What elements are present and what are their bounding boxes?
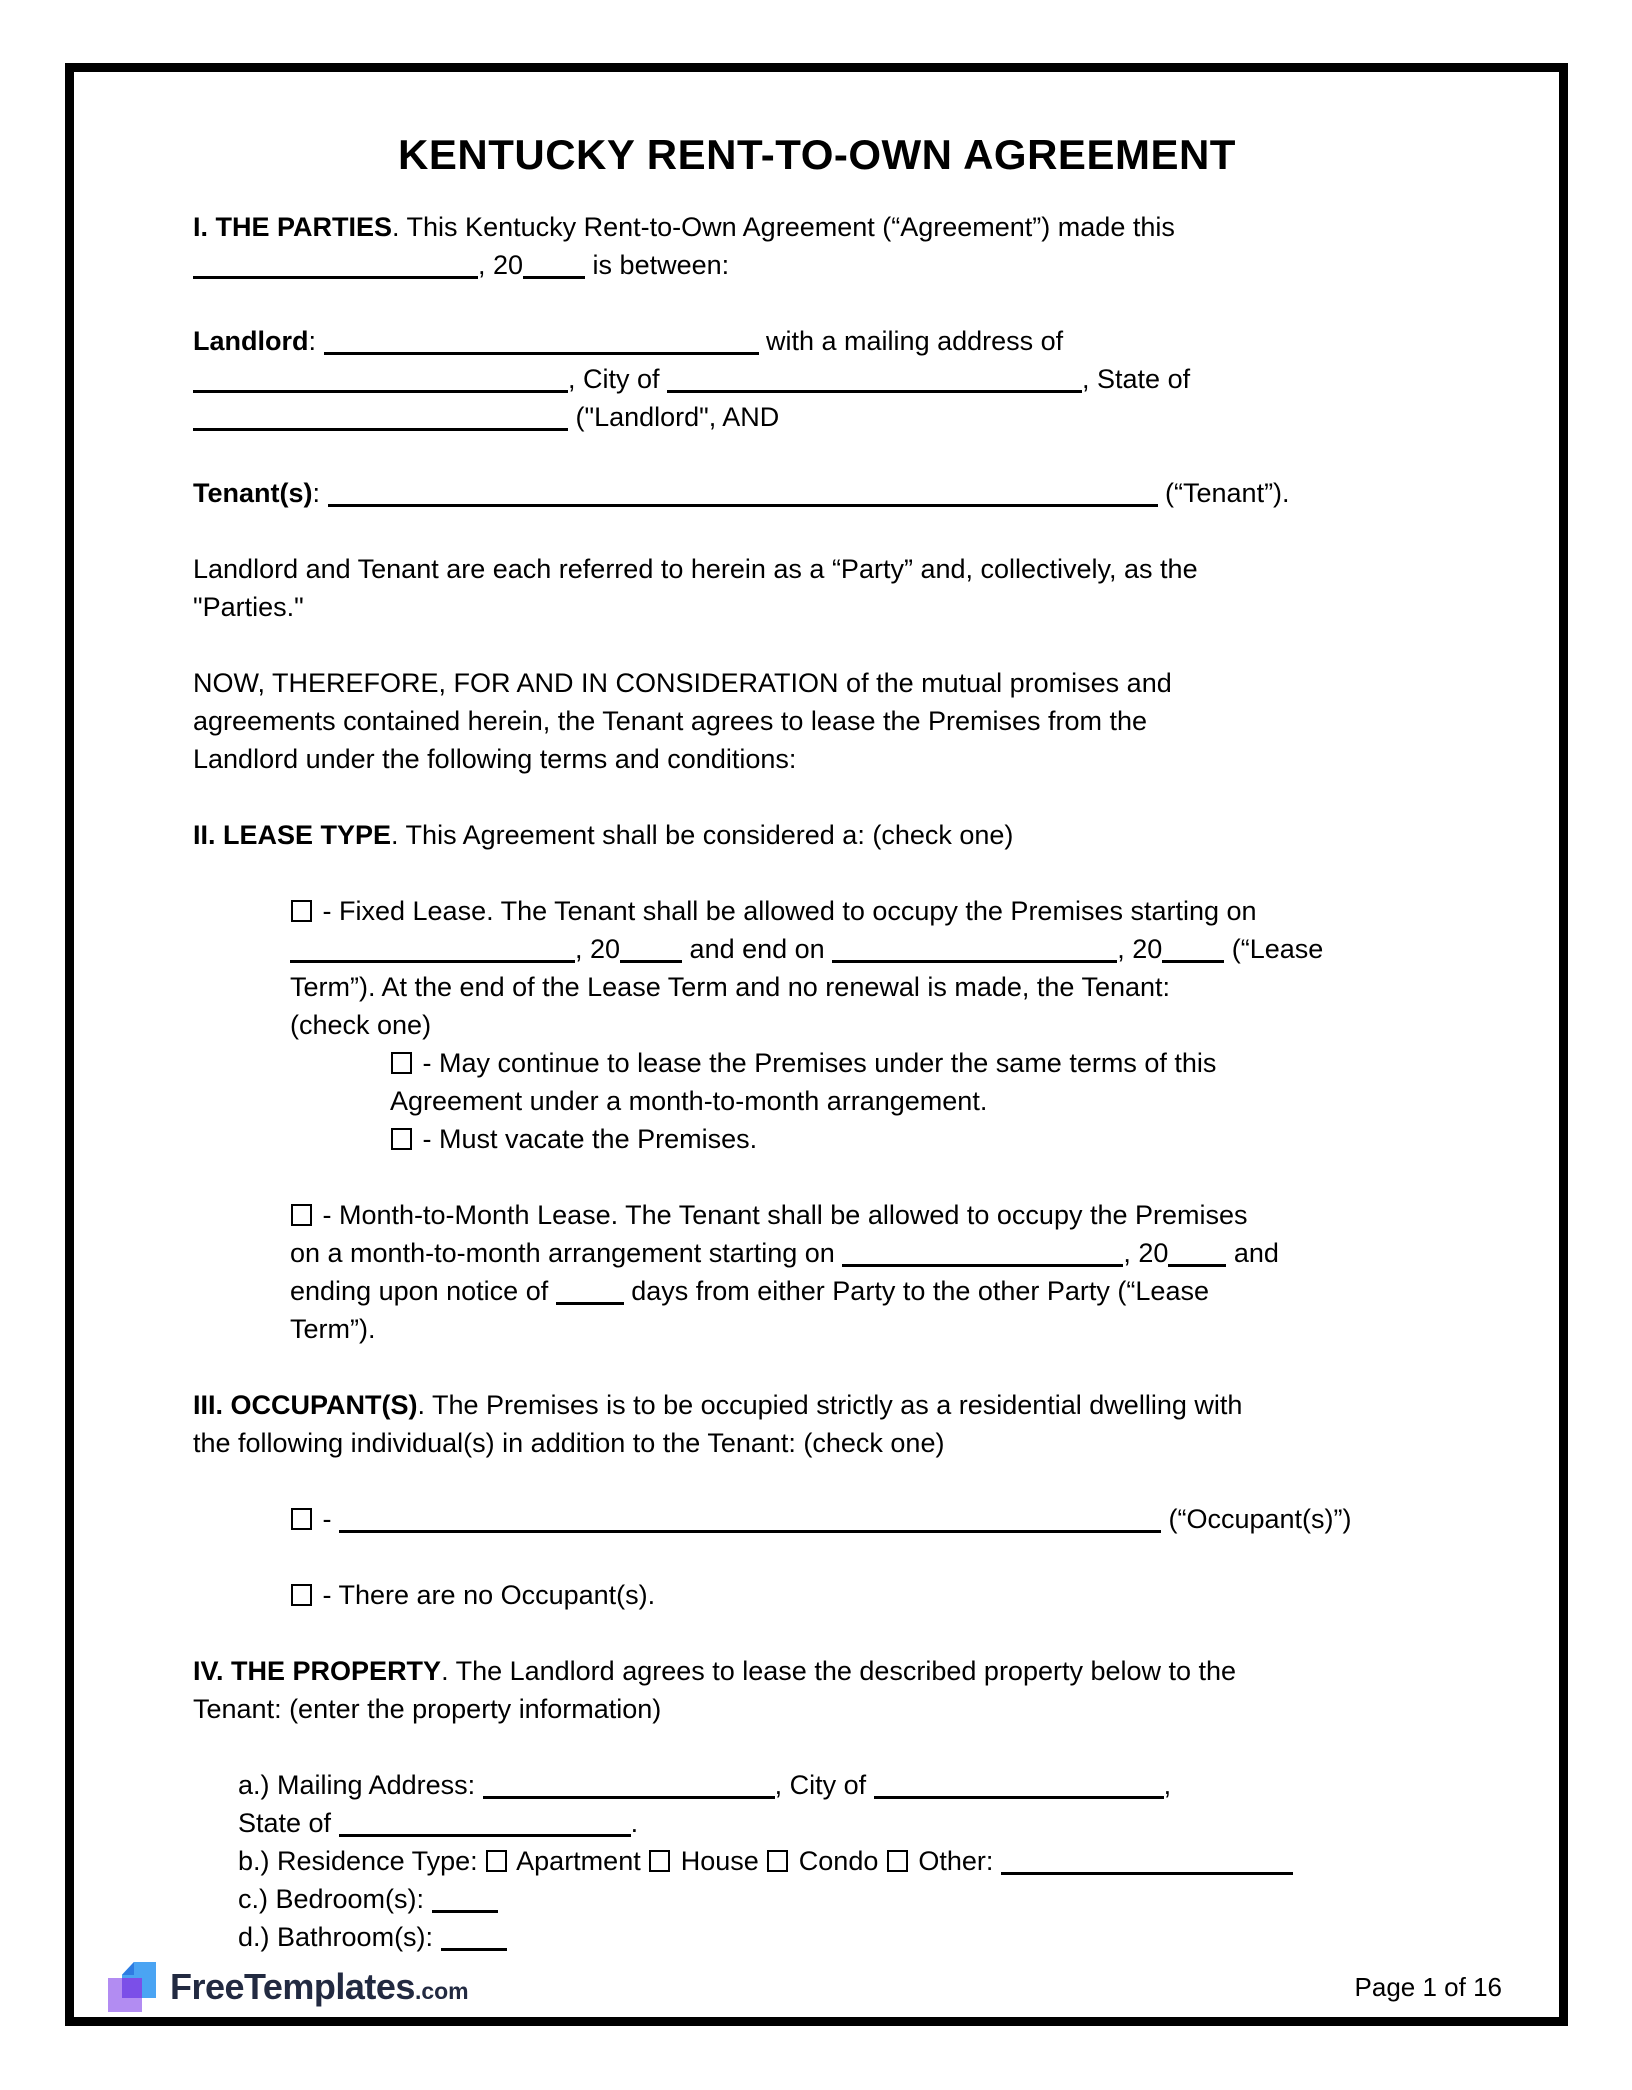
text-segment: Apartment	[510, 1846, 649, 1876]
blank-field[interactable]	[441, 1948, 507, 1951]
blank-field[interactable]	[328, 504, 1158, 507]
text-segment: Landlord under the following terms and conditions:	[193, 744, 797, 774]
brand-logo	[108, 1962, 469, 2012]
text-segment: .	[630, 1808, 639, 1838]
document-line	[238, 1766, 1441, 1804]
document-line	[238, 1918, 1441, 1956]
blank-field[interactable]	[324, 352, 759, 355]
document-line	[193, 1424, 1441, 1462]
document-line	[290, 1006, 1441, 1044]
lease-type-heading	[193, 816, 1441, 854]
checkbox[interactable]	[391, 1052, 412, 1074]
logo-overlap-square-icon	[122, 1978, 142, 1998]
blank-field[interactable]	[483, 1796, 775, 1799]
document-line	[290, 1500, 1441, 1538]
document-frame	[65, 63, 1568, 2026]
bold-text-segment: IV. THE PROPERTY	[193, 1656, 442, 1686]
blank-field[interactable]	[620, 960, 682, 963]
text-segment: Agreement under a month-to-month arrangement.	[390, 1086, 988, 1116]
blank-field[interactable]	[339, 1834, 631, 1837]
bold-text-segment: II. LEASE TYPE	[193, 820, 392, 850]
bold-text-segment: I. THE PARTIES	[193, 212, 393, 242]
document-line	[290, 892, 1441, 930]
document-line	[193, 474, 1441, 512]
checkbox[interactable]	[291, 900, 312, 922]
property-details-list	[238, 1766, 1441, 1956]
occupant-named-option	[290, 1500, 1441, 1538]
checkbox[interactable]	[767, 1850, 788, 1872]
document-line	[193, 1386, 1441, 1424]
document-line	[390, 1082, 1441, 1120]
checkbox[interactable]	[649, 1850, 670, 1872]
checkbox[interactable]	[391, 1128, 412, 1150]
text-segment: -	[315, 1504, 339, 1534]
document-line	[193, 588, 1441, 626]
document-title: KENTUCKY RENT-TO-OWN AGREEMENT	[398, 131, 1236, 178]
brand-suffix: .com	[414, 1978, 469, 2004]
text-segment: . The Landlord agrees to lease the described property below to the	[441, 1656, 1237, 1686]
text-segment: , City of	[568, 364, 668, 394]
blank-field[interactable]	[556, 1302, 624, 1305]
text-segment: Tenant: (enter the property information)	[193, 1694, 662, 1724]
document-line	[193, 360, 1441, 398]
blank-field[interactable]	[842, 1264, 1123, 1267]
occupant-none-option	[290, 1576, 1441, 1614]
blank-field[interactable]	[832, 960, 1117, 963]
checkbox[interactable]	[291, 1584, 312, 1606]
text-segment: Condo	[791, 1846, 886, 1876]
text-segment: , 20	[1117, 934, 1163, 964]
document-line	[193, 208, 1441, 246]
text-segment: c.) Bedroom(s):	[238, 1884, 432, 1914]
text-segment: agreements contained herein, the Tenant agrees to lease the Premises from the	[193, 706, 1148, 736]
blank-field[interactable]	[290, 960, 575, 963]
document-line	[193, 816, 1441, 854]
page-footer	[108, 1962, 1502, 2012]
text-segment: a.) Mailing Address:	[238, 1770, 483, 1800]
occupants-heading	[193, 1386, 1441, 1462]
text-segment: with a mailing address of	[758, 326, 1064, 356]
document-line	[193, 664, 1441, 702]
text-segment: - There are no Occupant(s).	[315, 1580, 656, 1610]
document-line	[193, 550, 1441, 588]
blank-field[interactable]	[193, 428, 568, 431]
document-line	[193, 702, 1441, 740]
fixed-lease-option	[290, 892, 1441, 1044]
fixed-lease-vacate-option	[390, 1120, 1441, 1158]
blank-field[interactable]	[432, 1910, 498, 1913]
document-line	[290, 968, 1441, 1006]
text-segment: :	[308, 326, 324, 356]
text-segment: ("Landlord", AND	[568, 402, 780, 432]
document-line	[290, 1272, 1441, 1310]
document-line	[193, 322, 1441, 360]
text-segment: and end on	[682, 934, 833, 964]
text-segment: Term”). At the end of the Lease Term and no renewal is made, the Tenant:	[290, 972, 1171, 1002]
parties-reference-paragraph	[193, 550, 1441, 626]
blank-field[interactable]	[1168, 1264, 1226, 1267]
blank-field[interactable]	[667, 390, 1082, 393]
text-segment: days from either Party to the other Party (“Lease	[623, 1276, 1209, 1306]
text-segment: ending upon notice of	[290, 1276, 556, 1306]
document-line	[290, 930, 1441, 968]
text-segment: State of	[238, 1808, 339, 1838]
blank-field[interactable]	[523, 276, 585, 279]
text-segment: ,	[1163, 1770, 1172, 1800]
blank-field[interactable]	[193, 276, 478, 279]
text-segment: - Fixed Lease. The Tenant shall be allowed to occupy the Premises starting on	[315, 896, 1257, 926]
text-segment: , State of	[1082, 364, 1191, 394]
text-segment: (check one)	[290, 1010, 432, 1040]
document-line	[290, 1196, 1441, 1234]
blank-field[interactable]	[874, 1796, 1164, 1799]
bold-text-segment: III. OCCUPANT(S)	[193, 1390, 418, 1420]
text-segment: , 20	[478, 250, 524, 280]
bold-text-segment: Landlord	[193, 326, 309, 356]
text-segment: , 20	[575, 934, 621, 964]
text-segment: is between:	[585, 250, 730, 280]
property-heading	[193, 1652, 1441, 1728]
text-segment: (“Tenant”).	[1157, 478, 1290, 508]
text-segment: , 20	[1123, 1238, 1169, 1268]
text-segment: . This Agreement shall be considered a: (check one)	[391, 820, 1014, 850]
document-line	[193, 1652, 1441, 1690]
brand-text	[170, 1966, 469, 2008]
month-to-month-option	[290, 1196, 1441, 1348]
text-segment: . The Premises is to be occupied strictly as a residential dwelling with	[417, 1390, 1243, 1420]
blank-field[interactable]	[339, 1530, 1161, 1533]
freetemplates-logo-icon	[108, 1962, 156, 2012]
text-segment: Term”).	[290, 1314, 376, 1344]
text-segment: Landlord and Tenant are each referred to herein as a “Party” and, collectively, as the	[193, 554, 1198, 584]
document-line	[290, 1576, 1441, 1614]
blank-field[interactable]	[1001, 1872, 1293, 1875]
blank-field[interactable]	[1162, 960, 1224, 963]
text-segment: NOW, THEREFORE, FOR AND IN CONSIDERATION of the mutual promises and	[193, 668, 1172, 698]
text-segment: b.) Residence Type:	[238, 1846, 486, 1876]
landlord-paragraph	[193, 322, 1441, 436]
text-segment: - Must vacate the Premises.	[415, 1124, 758, 1154]
text-segment: the following individual(s) in addition to the Tenant: (check one)	[193, 1428, 945, 1458]
text-segment: , City of	[774, 1770, 874, 1800]
text-segment: . This Kentucky Rent-to-Own Agreement (“Agreement”) made this	[392, 212, 1175, 242]
text-segment: d.) Bathroom(s):	[238, 1922, 441, 1952]
document-body	[74, 72, 1559, 1956]
brand-name: FreeTemplates	[170, 1966, 415, 2007]
document-line	[290, 1234, 1441, 1272]
document-line	[193, 740, 1441, 778]
checkbox[interactable]	[486, 1850, 507, 1872]
document-line	[290, 1310, 1441, 1348]
document-line	[238, 1880, 1441, 1918]
consideration-paragraph	[193, 664, 1441, 778]
document-line	[390, 1120, 1441, 1158]
parties-paragraph	[193, 208, 1441, 284]
fixed-lease-continue-option	[390, 1044, 1441, 1120]
text-segment: and	[1226, 1238, 1279, 1268]
text-segment: "Parties."	[193, 592, 304, 622]
document-line	[238, 1804, 1441, 1842]
text-segment: - May continue to lease the Premises under the same terms of this	[415, 1048, 1217, 1078]
document-line	[390, 1044, 1441, 1082]
page-number: Page 1 of 16	[1354, 1971, 1502, 2002]
text-segment: - Month-to-Month Lease. The Tenant shall be allowed to occupy the Premises	[315, 1200, 1248, 1230]
blank-field[interactable]	[193, 390, 568, 393]
checkbox[interactable]	[291, 1204, 312, 1226]
document-line	[193, 398, 1441, 436]
text-segment: (“Lease	[1224, 934, 1324, 964]
document-line	[193, 1690, 1441, 1728]
text-segment: :	[312, 478, 328, 508]
bold-text-segment: Tenant(s)	[193, 478, 313, 508]
document-line	[238, 1842, 1441, 1880]
text-segment: (“Occupant(s)”)	[1161, 1504, 1352, 1534]
tenant-paragraph	[193, 474, 1441, 512]
checkbox[interactable]	[291, 1508, 312, 1530]
text-segment: House	[673, 1846, 767, 1876]
checkbox[interactable]	[887, 1850, 908, 1872]
document-line	[193, 246, 1441, 284]
text-segment: on a month-to-month arrangement starting on	[290, 1238, 843, 1268]
text-segment: Other:	[910, 1846, 1001, 1876]
